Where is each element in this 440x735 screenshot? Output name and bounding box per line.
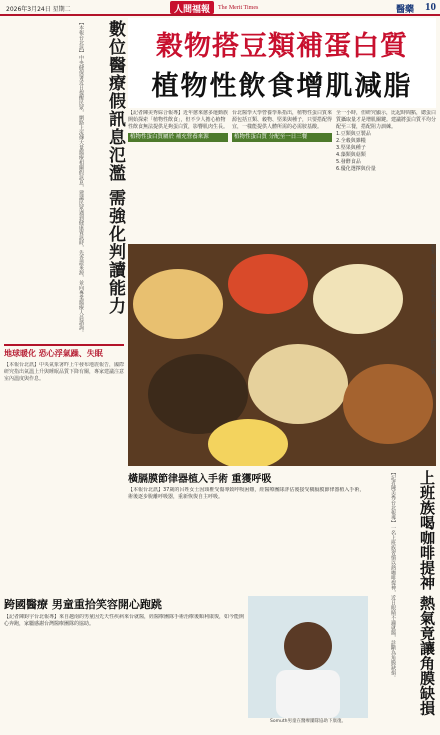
list-item: 4.藻類與菇類: [336, 152, 366, 158]
main-headline-1: 穀物搭豆類補蛋白質: [156, 31, 408, 62]
story2-body: [128, 487, 368, 572]
story3-headline: 跨國醫療 男童重拾笑容開心跑跳: [4, 598, 162, 611]
newspaper-logo: 人間福報: [170, 1, 214, 14]
right-story-body: 【記者陳美秀台北報導】一名上班族習慣以熱咖啡提神，近日眼睛不適就醫，診斷為角膜缺損。: [390, 470, 396, 680]
main-col-1-text: 【記者陳美秀綜合報導】近年愈來愈多運動族開始探索「植物性飲食」，但不少人擔心植物性飲食無法提供足夠蛋白質，影響肌肉生長。: [128, 110, 228, 130]
story2-headline: 橫膈膜節律器植入手術 重獲呼吸: [128, 474, 272, 485]
list-item: 2.全穀與雜糧: [336, 138, 366, 144]
main-story-body: [128, 110, 436, 242]
right-story-headline: 上班族喝咖啡提神 熱氣竟讓角膜缺損: [418, 470, 436, 716]
photo-caption: 穀類、豆類與堅果等植物性食材，能提供人體所需的蛋白質。: [430, 244, 436, 379]
boy-illustration: [248, 596, 368, 718]
issue-date: 2026年3月24日 星期二: [6, 6, 71, 13]
main-col-3-text: 全一小時，但研究顯示，比起時間點，總蛋白質攝取量才是增肌關鍵。建議將蛋白質平均分配至三餐，搭配阻力訓練。: [336, 110, 436, 130]
masthead: [0, 0, 440, 16]
list-item: 3.堅果與種子: [336, 145, 366, 151]
main-col-1: [128, 110, 228, 242]
sub-story-headline: 地球暖化 恐心浮氣躁、失眠: [4, 344, 124, 358]
side-story-body: 【本報台北訊】中央健保署近日提醒民眾，網路上流傳大量醫療相關假訊息，建議民眾遇到健康資訊時，先查證來源，並向專業醫療人員諮詢。: [78, 20, 84, 335]
side-story-headline: 數位醫療假訊息氾濫 需強化判讀能力: [105, 20, 125, 315]
section-name: 醫藥: [395, 5, 414, 15]
sub-story-body: 【本報台北訊】中央氣象署昨上午發布地震報告，國際研究指出氣溫上升與睡眠品質下降有關，專家建議注意室內溫度與作息。: [4, 362, 124, 382]
boy-photo: [248, 596, 368, 718]
list-item: 6.優化選擇與份量: [336, 166, 376, 172]
grains-illustration: [128, 244, 436, 466]
grains-photo: [128, 244, 436, 466]
page-number: 10: [425, 1, 436, 13]
newspaper-logo-en: The Merit Times: [218, 5, 259, 11]
main-col-2: [232, 110, 332, 242]
story2-text: 【本報台北訊】37歲的呂姓女士因頸椎受傷導致呼吸困難，經醫療團隊評估後接受橫膈膜節律器植入手術，術後逐步脫離呼吸器，重新恢復自主呼吸。: [128, 487, 365, 500]
list-item: 1.豆類與豆製品: [336, 131, 371, 137]
main-col-3: [336, 110, 436, 242]
subhead-bar-1: 植物性蛋白質屬於 補充營養來源: [128, 133, 228, 142]
story3-text: 【記者陳鈞宇台北報導】來自越南的男童因先天性疾病來台就醫，經醫療團隊手術治療後順利康復，如今能開心奔跑，家屬感謝台灣醫療團隊的協助。: [4, 614, 244, 627]
main-headline-box: [128, 18, 436, 108]
subhead-bar-2: 植物性蛋白質 分配至一日三餐: [232, 133, 332, 142]
main-col-2-text: 台北醫學大學營養學系指出，植物性蛋白質來源包括豆類、穀物、堅果與種子，只要搭配得宜，一樣能提供人體所需的必需胺基酸。: [232, 110, 332, 130]
boy-photo-caption: Somuth男童在醫療團隊協助下康復。: [270, 719, 346, 724]
main-headline-2: 植物性飲食增肌減脂: [151, 71, 413, 102]
list-item: 5.發酵食品: [336, 159, 361, 165]
story3-body: [4, 614, 244, 730]
